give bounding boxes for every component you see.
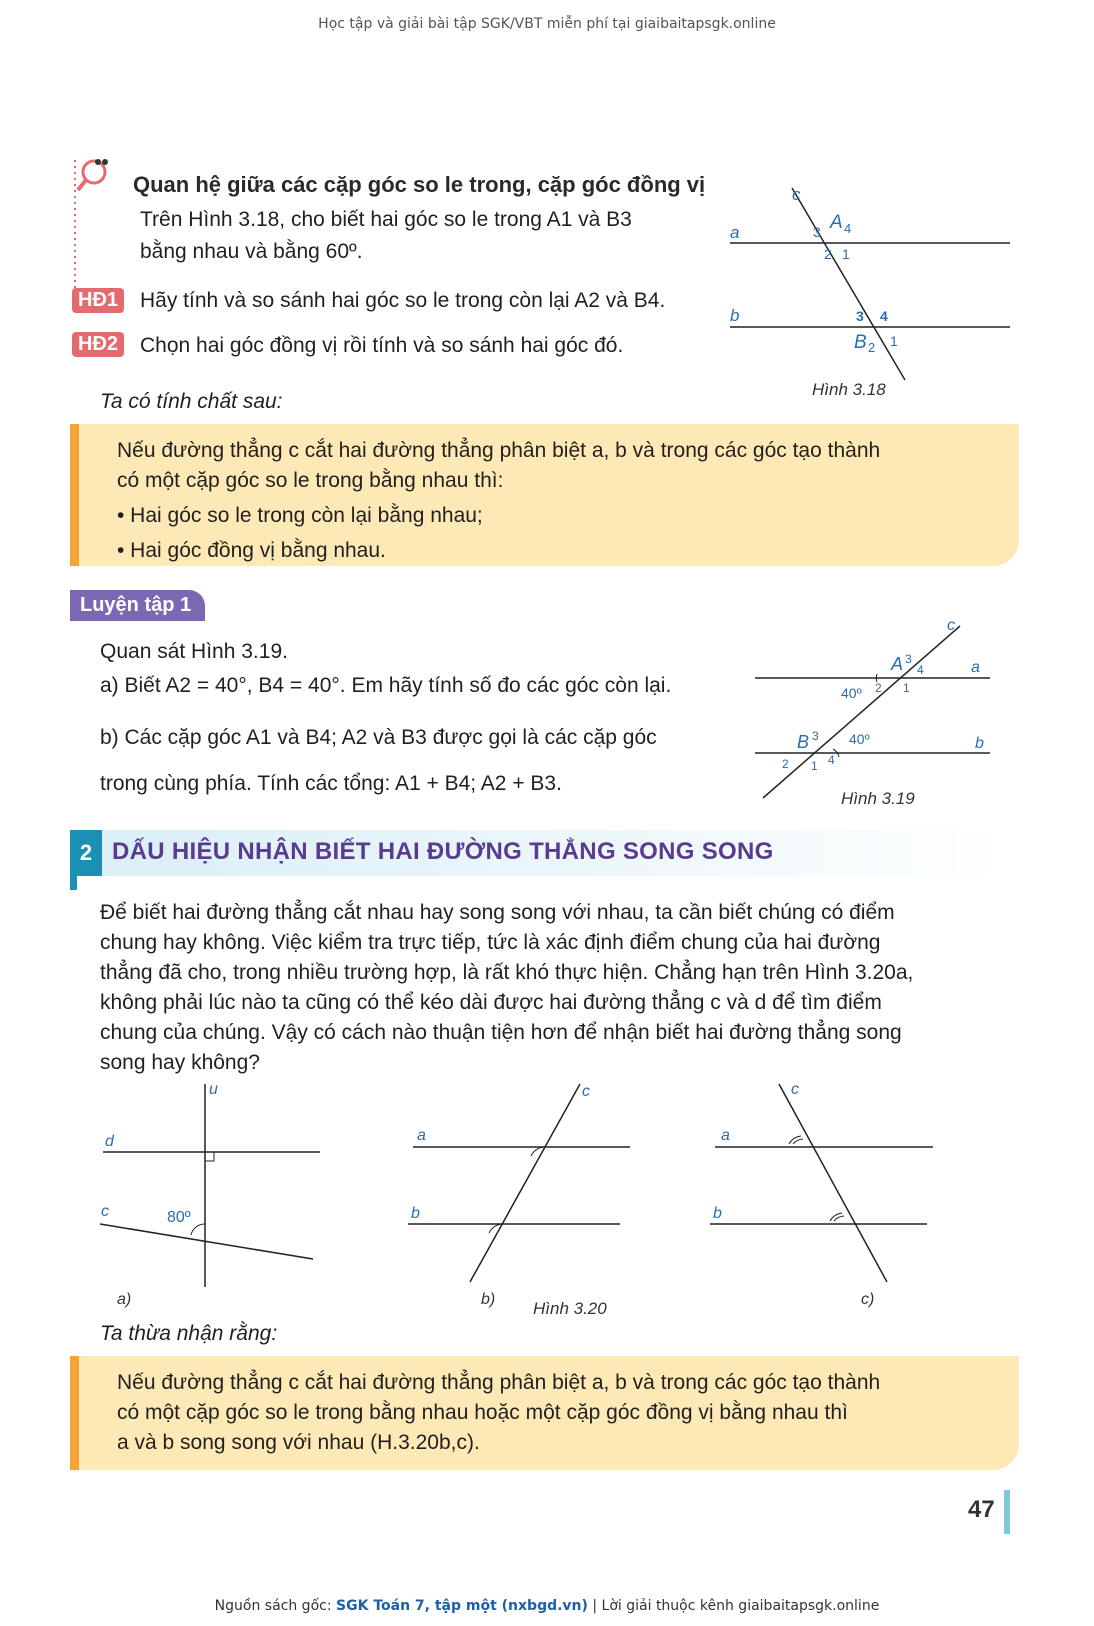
fig320-label-a: a) xyxy=(117,1291,132,1308)
fig320-caption: Hình 3.20 xyxy=(533,1299,607,1318)
fig320c-label-c: c xyxy=(791,1082,799,1098)
para-line: Để biết hai đường thẳng cắt nhau hay song song với nhau, ta cần biết chúng có điểm xyxy=(100,901,895,924)
fig319-B-2: 2 xyxy=(782,757,789,771)
fig318-B-1: 1 xyxy=(890,333,898,349)
accept-intro: Ta thừa nhận rằng: xyxy=(100,1322,278,1345)
fig318-B-3: 3 xyxy=(856,308,864,324)
fig318-A-1: 1 xyxy=(842,246,850,262)
fig319-label-b: b xyxy=(975,735,984,752)
section2-paragraph xyxy=(100,898,1010,1078)
section1-intro-2: bằng nhau và bằng 60º. xyxy=(140,240,363,263)
para-line: song hay không? xyxy=(100,1051,260,1074)
fig320b-label-b: b xyxy=(411,1205,420,1222)
accept-line-2: có một cặp góc so le trong bằng nhau hoặc một cặp góc đồng vị bằng nhau thì xyxy=(117,1401,848,1424)
hd1-text: Hãy tính và so sánh hai góc so le trong còn lại A2 và B4. xyxy=(140,289,666,312)
fig318-label-a: a xyxy=(730,223,740,242)
fig319-A-3: 3 xyxy=(905,652,912,666)
fig318-label-b: b xyxy=(730,306,740,325)
fig320-label-b: b) xyxy=(481,1291,496,1308)
footer-suffix: | Lời giải thuộc kênh giaibaitapsgk.online xyxy=(592,1598,880,1614)
fig319-label-B: B xyxy=(797,732,810,752)
practice-line-2: a) Biết A2 = 40°, B4 = 40°. Em hãy tính số đo các góc còn lại. xyxy=(100,674,672,697)
fig318-A-4: 4 xyxy=(844,221,852,236)
para-line: chung của chúng. Vậy có cách nào thuận tiện hơn để nhận biết hai đường thẳng song xyxy=(100,1021,902,1044)
fig319-label-c: c xyxy=(947,618,955,634)
practice-line-3: b) Các cặp góc A1 và B4; A2 và B3 được gọi là các cặp góc xyxy=(100,726,657,749)
section1-title: Quan hệ giữa các cặp góc so le trong, cặp góc đồng vị xyxy=(133,172,706,197)
fig320b-label-c: c xyxy=(582,1083,590,1100)
accept-line-1: Nếu đường thẳng c cắt hai đường thẳng phân biệt a, b và trong các góc tạo thành xyxy=(117,1371,881,1394)
fig319-caption: Hình 3.19 xyxy=(841,789,915,808)
fig318-A-3: 3 xyxy=(813,224,821,240)
figure-3-18 xyxy=(730,180,1020,410)
fig319-B-1: 1 xyxy=(811,759,818,773)
accept-line-3: a và b song song với nhau (H.3.20b,c). xyxy=(117,1431,480,1454)
fig319-angle-B: 40º xyxy=(849,731,870,747)
figure-3-20 xyxy=(95,1082,995,1332)
fig318-label-A: A xyxy=(830,212,843,233)
section1-intro-1: Trên Hình 3.18, cho biết hai góc so le trong A1 và B3 xyxy=(140,208,632,231)
fig319-A-2: 2 xyxy=(875,681,882,695)
page-number: 47 xyxy=(968,1496,995,1523)
hd2-text: Chọn hai góc đồng vị rồi tính và so sánh hai góc đó. xyxy=(140,334,624,357)
fig318-label-B: B xyxy=(854,332,867,353)
property-callout xyxy=(70,424,1019,566)
footer-source-link[interactable]: SGK Toán 7, tập một (nxbgd.vn) xyxy=(336,1598,588,1614)
fig318-label-c: c xyxy=(792,185,801,204)
fig319-A-4: 4 xyxy=(917,663,924,677)
hd1-badge: HĐ1 xyxy=(72,288,124,313)
magnifier-icon xyxy=(72,150,112,300)
para-line: không phải lúc nào ta cũng có thể kéo dài được hai đường thẳng c và d để tìm điểm xyxy=(100,991,882,1014)
fig320a-angle: 80º xyxy=(167,1209,191,1226)
property-intro: Ta có tính chất sau: xyxy=(100,390,283,413)
practice-line-1: Quan sát Hình 3.19. xyxy=(100,640,288,663)
section2-accent xyxy=(70,876,77,890)
property-bullet-1: • Hai góc so le trong còn lại bằng nhau; xyxy=(117,504,483,527)
page-number-bar xyxy=(1004,1490,1010,1534)
practice-tab: Luyện tập 1 xyxy=(70,590,205,621)
fig319-B-3: 3 xyxy=(812,729,819,743)
fig320a-label-c: c xyxy=(101,1203,109,1220)
fig318-B-2: 2 xyxy=(868,340,876,355)
section2-title: DẤU HIỆU NHẬN BIẾT HAI ĐƯỜNG THẲNG SONG SONG xyxy=(112,838,774,865)
property-line-2: có một cặp góc so le trong bằng nhau thì: xyxy=(117,469,504,492)
practice-line-4: trong cùng phía. Tính các tổng: A1 + B4; A2 + B3. xyxy=(100,772,562,795)
fig319-label-a: a xyxy=(971,659,980,676)
fig320a-label-u: u xyxy=(209,1082,218,1098)
fig319-angle-A: 40º xyxy=(841,685,862,701)
fig320-label-c: c) xyxy=(861,1291,875,1308)
para-line: chung hay không. Việc kiểm tra trực tiếp, tức là xác định điểm chung của hai đường xyxy=(100,931,881,954)
fig319-label-A: A xyxy=(891,654,904,674)
property-bullet-2: • Hai góc đồng vị bằng nhau. xyxy=(117,539,386,562)
fig318-B-4: 4 xyxy=(880,308,888,324)
top-note: Học tập và giải bài tập SGK/VBT miễn phí tại giaibaitapsgk.online xyxy=(318,16,776,32)
fig319-B-4: 4 xyxy=(828,753,835,767)
fig319-A-1: 1 xyxy=(903,681,910,695)
section2-number: 2 xyxy=(70,830,102,876)
fig320c-label-a: a xyxy=(721,1127,730,1144)
para-line: thẳng đã cho, trong nhiều trường hợp, là rất khó thực hiện. Chẳng hạn trên Hình 3.20a, xyxy=(100,961,914,984)
accept-callout xyxy=(70,1356,1019,1470)
fig318-A-2: 2 xyxy=(824,246,832,262)
fig318-caption: Hình 3.18 xyxy=(812,380,886,399)
figure-3-19 xyxy=(755,618,1005,816)
footer-prefix: Nguồn sách gốc: xyxy=(214,1598,332,1614)
fig320a-label-d: d xyxy=(105,1133,114,1150)
footer-note xyxy=(0,1598,1094,1614)
hd2-badge: HĐ2 xyxy=(72,332,124,357)
fig320b-label-a: a xyxy=(417,1127,426,1144)
fig320c-label-b: b xyxy=(713,1205,722,1222)
property-line-1: Nếu đường thẳng c cắt hai đường thẳng phân biệt a, b và trong các góc tạo thành xyxy=(117,439,881,462)
